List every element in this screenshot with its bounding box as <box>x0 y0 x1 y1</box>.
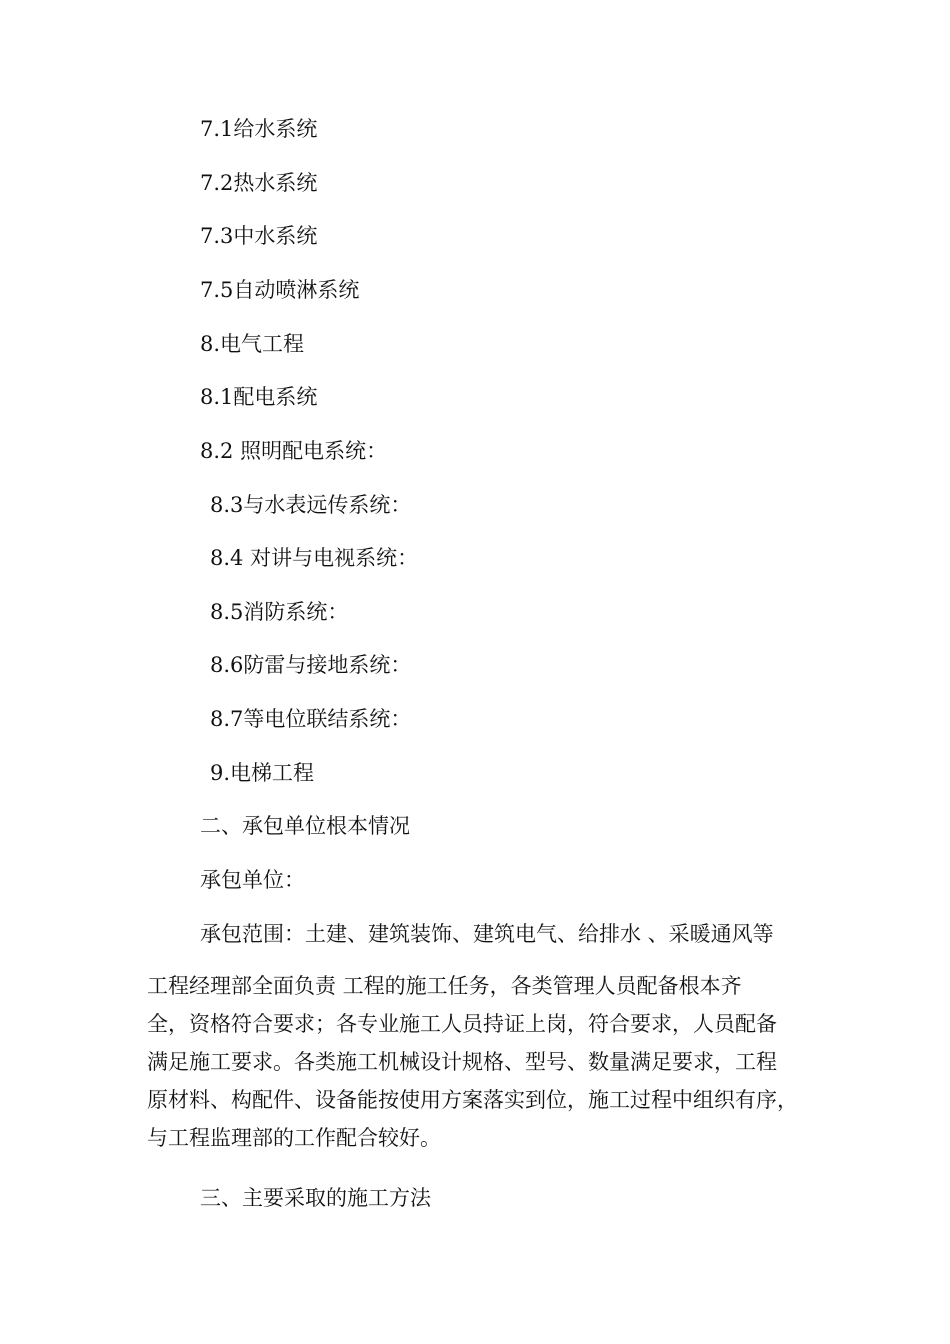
paragraph-line: 原材料、构配件、设备能按使用方案落实到位，施工过程中组织有序， <box>147 1088 798 1112</box>
section-3-heading: 三、主要采取的施工方法 <box>200 1186 431 1210</box>
outline-item-8-5: 8.5消防系统： <box>210 600 349 624</box>
outline-item-8-7: 8.7等电位联结系统： <box>210 707 412 731</box>
project-summary-paragraph <box>147 967 807 1157</box>
outline-item-8-4: 8.4 对讲与电视系统： <box>210 546 419 570</box>
outline-item-7-2: 7.2热水系统 <box>200 171 318 195</box>
outline-item-8: 8.电气工程 <box>200 332 305 356</box>
outline-item-8-1: 8.1配电系统 <box>200 385 318 409</box>
contract-scope: 承包范围：土建、建筑装饰、建筑电气、给排水 、采暖通风等 <box>200 922 774 946</box>
section-2-heading: 二、承包单位根本情况 <box>200 814 410 838</box>
outline-item-8-6: 8.6防雷与接地系统： <box>210 653 412 677</box>
outline-item-9: 9.电梯工程 <box>210 761 315 785</box>
paragraph-line: 满足施工要求。各类施工机械设计规格、型号、数量满足要求，工程 <box>147 1050 777 1074</box>
outline-item-8-3: 8.3与水表远传系统： <box>210 493 412 517</box>
paragraph-line: 全，资格符合要求；各专业施工人员持证上岗，符合要求，人员配备 <box>147 1012 777 1036</box>
paragraph-line: 与工程监理部的工作配合较好。 <box>147 1126 441 1150</box>
outline-item-8-2: 8.2 照明配电系统： <box>200 439 388 463</box>
paragraph-line: 工程经理部全面负责 工程的施工任务，各类管理人员配备根本齐 <box>147 974 742 998</box>
outline-item-7-3: 7.3中水系统 <box>200 224 318 248</box>
outline-item-7-1: 7.1给水系统 <box>200 117 318 141</box>
contractor-label: 承包单位： <box>200 868 305 892</box>
outline-item-7-5: 7.5自动喷淋系统 <box>200 278 360 302</box>
